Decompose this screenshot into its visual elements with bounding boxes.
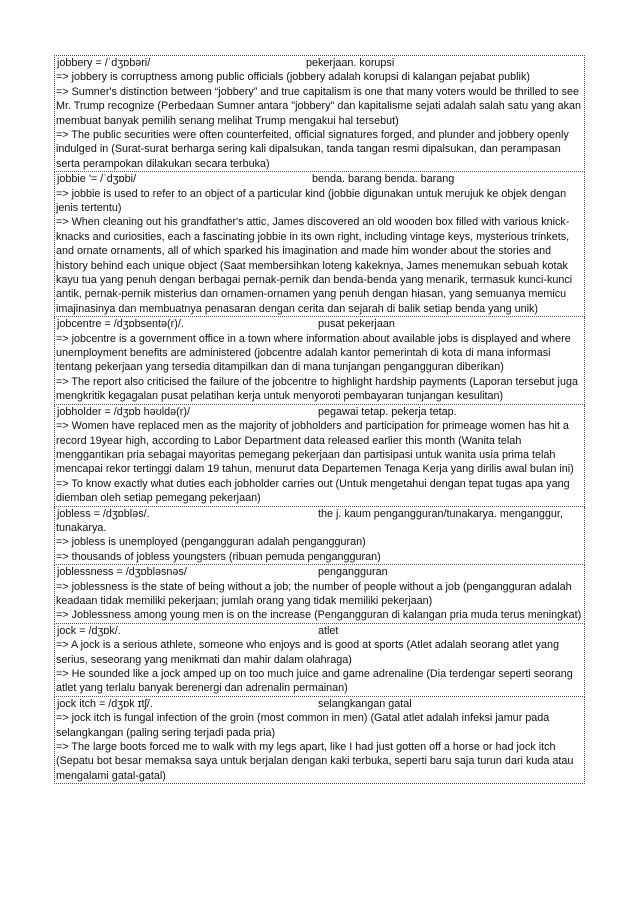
entry-header [56,624,583,638]
entry-line: => jobcentre is a government office in a town where information about available jobs is displayed and where unemployment benefits are administered (jobcentre adalah kantor pemerintah di kota di mana informasi tentang pekerjaan yang tersedia ditampilkan dan di mana tunjangan pengangguran diberikan) [56,332,571,374]
entry-translation: pegawai tetap. pekerja tetap. [318,405,457,418]
entry-line: => jobbery is corruptness among public officials (jobbery adalah korupsi di kalangan pejabat publik) [56,71,530,84]
entry-term: joblessness = /dʒɒbləsnəs/ [57,566,187,579]
entry-line: => jobbie is used to refer to an object of a particular kind (jobbie digunakan untuk merujuk ke objek dengan jenis tertentu) [56,187,567,215]
entry-term: jobless = /dʒɒbləs/. [57,507,150,520]
entry-translation: pengangguran [318,566,388,579]
entry-term: jobbery = /ˈdʒɒbəri/ [57,57,151,69]
entry-line: => joblessness is the state of being without a job; the number of people without a job (pengangguran adalah keadaan tidak memiliki pekerjaan; jumlah orang yang tidak memiliki pekerjaan) [56,580,572,607]
entry-header [56,507,583,521]
entry-jock-itch [54,697,585,784]
entry-line: => To know exactly what duties each jobholder carries out (Untuk mengetahui dengan tepat tugas apa yang diemban oleh setiap pemegang pekerjaan) [56,477,570,505]
entry-line: => He sounded like a jock amped up on too much juice and game adrenaline (Dia terdengar seperti seorang atlet yang terlalu banyak berenergi dan adrenalin permainan) [56,667,573,695]
entry-joblessness [54,565,585,624]
entry-jock [54,624,585,697]
entry-line: => A jock is a serious athlete, someone who enjoys and is good at sports (Atlet adalah seorang atlet yang serius, seseorang yang menikmati dan mahir dalam olahraga) [56,639,559,666]
entry-jobcentre [54,317,585,404]
entry-jobbie [54,172,585,317]
entry-translation: atlet [318,624,339,637]
entry-jobholder [54,405,585,507]
entry-line: tunakarya. [56,521,107,534]
entry-header [56,565,583,579]
entry-translation: the j. kaum pengangguran/tunakarya. menganggur, [318,507,563,520]
entry-header [56,56,583,70]
entry-line: => jobless is unemployed (pengangguran adalah pengangguran) [56,536,366,549]
entry-term: jobbie '= /ˈdʒɒbi/ [57,173,137,186]
entry-line: => When cleaning out his grandfather's attic, James discovered an old wooden box filled with various knick-knacks and curiosities, each a fascinating jobbie in its own right, including vintage keys, mysterious trinkets, and ornate ornaments, all of which sparked his imagination and made him wonder about the stories and history behind each unique object (Saat membersihkan loteng kakeknya, James menemukan sebuah kotak kayu tua yang penuh dengan berbagai pernak-pernik dan benda-benda yang menarik, termasuk kunci-kunci antik, pernak-pernik misterius dan ornamen-ornamen yang penuh dengan hiasan, yang semuanya memicu imajinasinya dan membuatnya penasaran dengan cerita dan sejarah di balik setiap benda yang unik) [56,216,573,315]
entry-line: => Women have replaced men as the majority of jobholders and participation for primeage women has hit a record 19year high, according to Labor Department data released earlier this month (Wanita telah menggantikan pria sebagai mayoritas pemegang pekerjaan dan partisipasi untuk wanita usia prima telah mencapai rekor tertinggi dalam 19 tahun, menurut data Departemen Tenaga Kerja yang dirilis awal bulan ini) [56,420,574,476]
entry-line: => The large boots forced me to walk with my legs apart, like I had just gotten off a horse or had jock itch (Sepatu bot besar memaksa saya untuk berjalan dengan kaki terbuka, seperti baru saja turun dari kuda atau mengalami gatal-gatal) [56,740,574,782]
entry-line: => The report also criticised the failure of the jobcentre to highlight hardship payments (Laporan tersebut juga mengkritik kegagalan pusat pelatihan kerja untuk menyoroti pembayaran tunjangan kesulitan) [56,375,578,403]
entry-translation: benda. barang benda. barang [312,173,455,186]
entry-line: => The public securities were often counterfeited, official signatures forged, and plunder and jobbery openly indulged in (Surat-surat berharga sering kali dipalsukan, tanda tangan resmi dipalsukan, dan perampasan serta perampokan dilakukan secara terbuka) [56,129,569,170]
entry-header [56,697,583,711]
entry-line: => jock itch is fungal infection of the groin (most common in men) (Gatal atlet adalah infeksi jamur pada selangkangan (paling sering terjadi pada pria) [56,712,550,739]
dictionary-page [54,55,585,784]
entry-line: => Joblessness among young men is on the increase (Pengangguran di kalangan pria muda terus meningkat) [56,609,582,622]
entry-term: jock itch = /dʒɒk ɪtʃ/. [57,697,153,710]
entry-jobbery [54,55,585,172]
entry-line: => Sumner's distinction between “jobbery” and true capitalism is one that many voters would be thrilled to see Mr. Trump recognize (Perbedaan Sumner antara "jobbery" dan kapitalisme sejati adalah salah satu yang akan membuat banyak pemilih senang melihat Trump mengakui hal tersebut) [56,85,582,127]
entry-translation: pekerjaan. korupsi [306,57,395,69]
entry-term: jobholder = /dʒɒb həʊldə(r)/ [57,405,190,418]
entry-term: jobcentre = /dʒɒbsentə(r)/. [57,318,184,331]
entry-translation: pusat pekerjaan [318,318,395,331]
entry-term: jock = /dʒɒk/. [57,624,121,637]
entry-jobless [54,507,585,566]
entry-translation: selangkangan gatal [318,697,412,710]
entry-header [56,172,583,186]
entry-header [56,317,583,331]
entry-line: => thousands of jobless youngsters (ribuan pemuda pengangguran) [56,550,381,563]
entry-header [56,405,583,419]
